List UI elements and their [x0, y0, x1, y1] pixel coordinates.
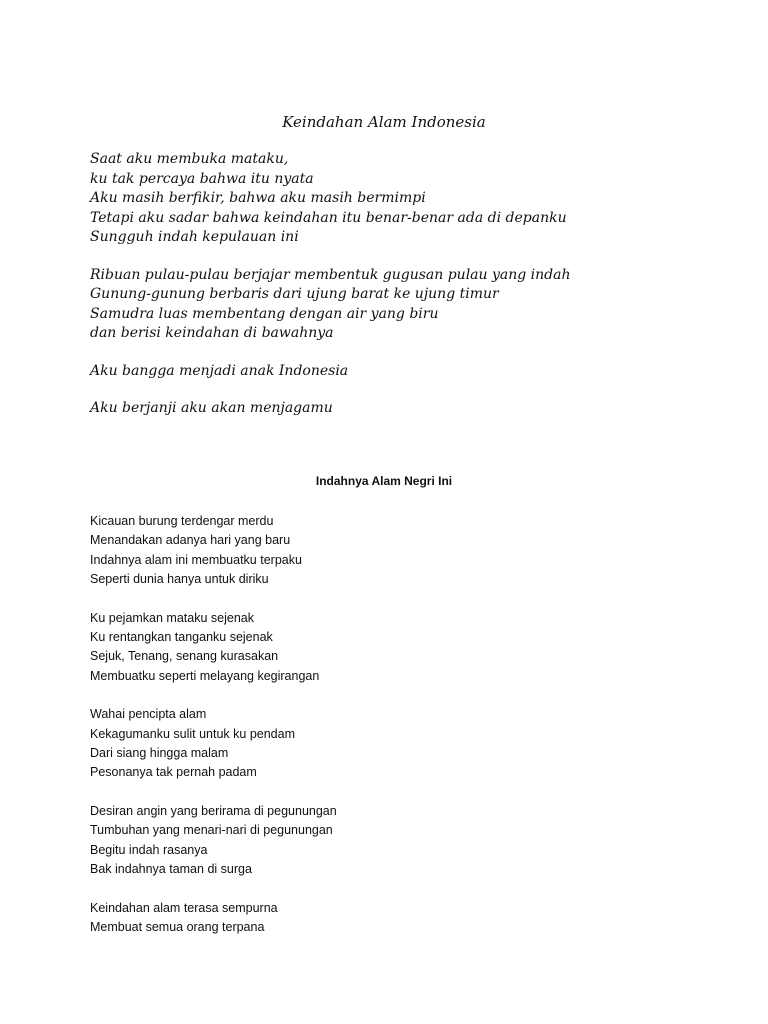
- poem-line: Ribuan pulau-pulau berjajar membentuk gugusan pulau yang indah: [90, 266, 571, 283]
- poem-line: Sungguh indah kepulauan ini: [90, 229, 299, 245]
- poem-line: ku tak percaya bahwa itu nyata: [90, 170, 314, 187]
- poem-line: Keindahan alam terasa sempurna: [90, 900, 278, 915]
- poem-line: Ku pejamkan mataku sejenak: [90, 610, 254, 625]
- poem-line: Ku rentangkan tanganku sejenak: [90, 630, 273, 645]
- poem-line: Seperti dunia hanya untuk diriku: [90, 572, 269, 587]
- poem-line: Desiran angin yang berirama di pegunungan: [90, 803, 337, 818]
- poem-line: Indahnya alam ini membuatku terpaku: [90, 552, 302, 567]
- poem-line: Kicauan burung terdengar merdu: [90, 514, 274, 528]
- poem-line: Gunung-gunung berbaris dari ujung barat ke ujung timur: [90, 286, 499, 302]
- poem1-body: [90, 150, 750, 437]
- poem-line: Begitu indah rasanya: [90, 842, 208, 857]
- poem-line: Aku berjanji aku akan menjagamu: [90, 400, 333, 416]
- poem-line: Membuatku seperti melayang kegirangan: [90, 668, 320, 683]
- poem-line: Aku masih berfikir, bahwa aku masih bermimpi: [90, 190, 426, 206]
- poem-line: Sejuk, Tenang, senang kurasakan: [90, 649, 279, 664]
- poem-line: Menandakan adanya hari yang baru: [90, 533, 291, 548]
- poem1-stanza-2: [90, 266, 750, 344]
- poem2-stanza-1: [90, 512, 750, 590]
- poem-line: Aku bangga menjadi anak Indonesia: [90, 362, 349, 379]
- poem2-stanza-3: [90, 705, 750, 783]
- poem-line: Dari siang hingga malam: [90, 746, 229, 761]
- poem2-body: [90, 512, 750, 956]
- poem1-stanza-1: [90, 150, 750, 248]
- poem1-title: Keindahan Alam Indonesia: [282, 113, 486, 131]
- poem2-stanza-4: [90, 802, 750, 880]
- poem-line: Membuat semua orang terpana: [90, 919, 265, 934]
- poem-line: Bak indahnya taman di surga: [90, 862, 252, 877]
- poem-line: Pesonanya tak pernah padam: [90, 765, 257, 780]
- poem1-stanza-4: [90, 399, 750, 419]
- poem-line: Kekagumanku sulit untuk ku pendam: [90, 726, 295, 741]
- poem2-stanza-5: [90, 899, 750, 938]
- poem-line: Wahai pencipta alam: [90, 707, 207, 722]
- poem-line: Samudra luas membentang dengan air yang biru: [90, 305, 439, 322]
- poem2-stanza-2: [90, 609, 750, 687]
- poem2-title: Indahnya Alam Negri Ini: [315, 474, 453, 488]
- poem-line: Tetapi aku sadar bahwa keindahan itu benar-benar ada di depanku: [90, 209, 567, 226]
- poem1-stanza-3: [90, 362, 750, 382]
- poem-line: Saat aku membuka mataku,: [90, 151, 289, 167]
- poem-line: Tumbuhan yang menari-nari di pegunungan: [90, 823, 333, 838]
- poem-line: dan berisi keindahan di bawahnya: [90, 325, 334, 341]
